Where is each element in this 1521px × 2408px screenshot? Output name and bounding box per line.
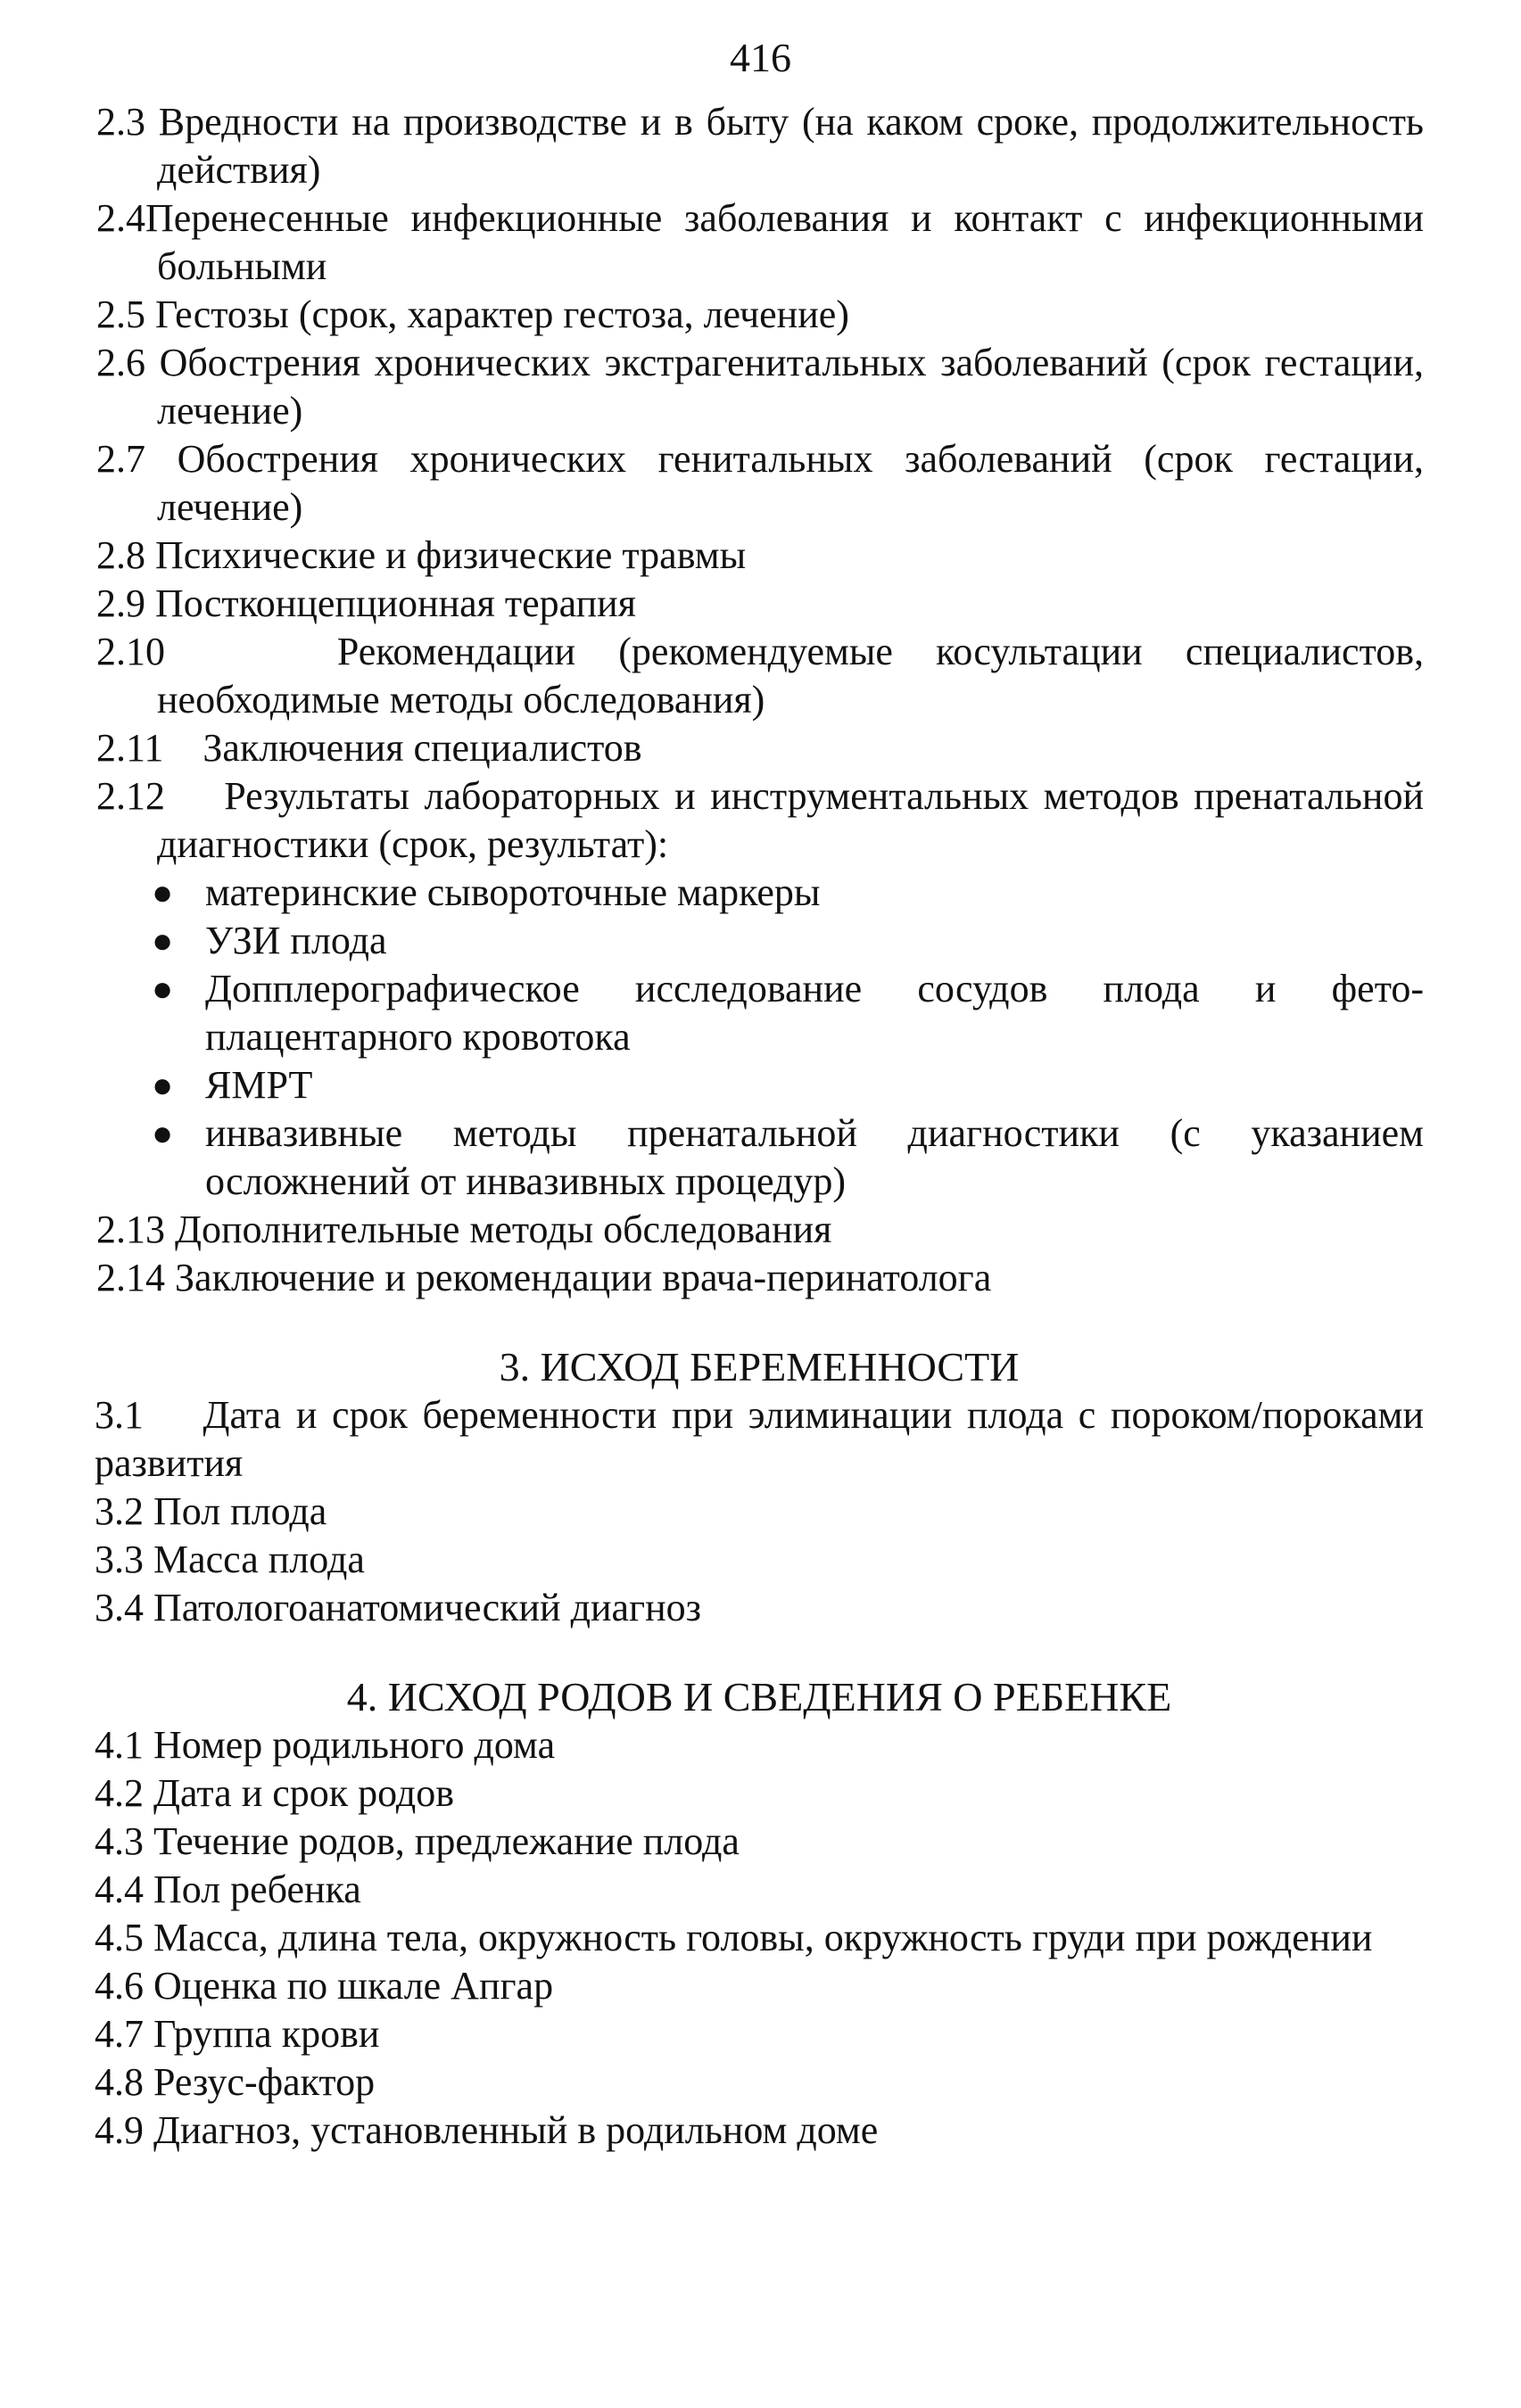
item-2-5 bbox=[96, 291, 1424, 339]
item-text: Оценка по шкале Апгар bbox=[153, 1964, 554, 2008]
item-text: Заключения специалистов bbox=[203, 726, 642, 770]
bullet-item bbox=[152, 1109, 1424, 1206]
item-number: 2.5 bbox=[96, 293, 145, 336]
item-number: 2.6 bbox=[96, 341, 145, 384]
page-number: 416 bbox=[730, 35, 791, 80]
item-3-1 bbox=[95, 1391, 1424, 1488]
item-number: 2.8 bbox=[96, 533, 145, 577]
bullet-text: материнские сывороточные маркеры bbox=[205, 870, 821, 914]
item-number: 4.6 bbox=[95, 1964, 144, 2008]
item-text: Резус-фактор bbox=[153, 2060, 376, 2104]
item-text: Перенесенные инфекционные заболевания и контакт с инфекционными больными bbox=[145, 196, 1424, 288]
bullet-list-prenatal-methods bbox=[96, 869, 1424, 1206]
item-number: 4.9 bbox=[95, 2108, 144, 2152]
item-2-4 bbox=[96, 194, 1424, 291]
bullet-icon: ● bbox=[152, 872, 174, 912]
item-number: 2.14 bbox=[96, 1256, 165, 1299]
bullet-icon: ● bbox=[152, 920, 174, 961]
item-text: Патологоанатомический диагноз bbox=[153, 1586, 702, 1629]
item-number: 4.7 bbox=[95, 2012, 144, 2056]
bullet-icon: ● bbox=[152, 1113, 174, 1153]
item-number: 3.4 bbox=[95, 1586, 144, 1629]
bullet-item bbox=[152, 869, 1424, 917]
item-2-6 bbox=[96, 339, 1424, 435]
item-number: 2.3 bbox=[96, 100, 145, 144]
item-4-6 bbox=[95, 1962, 1424, 2010]
section-3 bbox=[95, 1343, 1424, 1632]
item-2-7 bbox=[96, 435, 1424, 532]
bullet-item bbox=[152, 965, 1424, 1061]
item-number: 2.4 bbox=[96, 196, 145, 240]
item-2-13 bbox=[96, 1206, 1424, 1254]
section-4-title: 4. ИСХОД РОДОВ И СВЕДЕНИЯ О РЕБЕНКЕ bbox=[346, 1674, 1172, 1719]
item-number: 2.13 bbox=[96, 1208, 165, 1251]
item-3-3 bbox=[95, 1536, 1424, 1584]
section-3-title: 3. ИСХОД БЕРЕМЕННОСТИ bbox=[499, 1344, 1020, 1390]
item-number: 2.7 bbox=[96, 437, 145, 481]
item-text: Обострения хронических экстрагенитальных заболеваний (срок гестации, лечение) bbox=[157, 341, 1425, 433]
item-2-9 bbox=[96, 580, 1424, 628]
item-4-8 bbox=[95, 2058, 1424, 2107]
item-4-7 bbox=[95, 2010, 1424, 2058]
bullet-icon: ● bbox=[152, 969, 174, 1009]
item-4-2 bbox=[95, 1769, 1424, 1818]
item-text: Номер родильного дома bbox=[153, 1723, 556, 1767]
item-text: Дополнительные методы обследования bbox=[175, 1208, 832, 1251]
item-4-1 bbox=[95, 1721, 1424, 1769]
item-number: 2.10 bbox=[96, 630, 165, 673]
section-2-list bbox=[96, 98, 1424, 1302]
item-text: Результаты лабораторных и инструментальных методов пренатальной диагностики (срок, результат): bbox=[157, 774, 1424, 866]
item-number: 2.12 bbox=[96, 774, 165, 818]
item-4-9 bbox=[95, 2107, 1424, 2155]
item-2-10 bbox=[96, 628, 1424, 724]
item-number: 2.11 bbox=[96, 726, 164, 770]
item-text: Постконцепционная терапия bbox=[155, 581, 636, 625]
bullet-text: инвазивные методы пренатальной диагностики (с указанием осложнений от инвазивных процедур) bbox=[205, 1111, 1424, 1203]
item-text: Психические и физические травмы bbox=[155, 533, 747, 577]
item-text: Заключение и рекомендации врача-перинатолога bbox=[175, 1256, 992, 1299]
item-text: Вредности на производстве и в быту (на каком сроке, продолжительность действия) bbox=[157, 100, 1424, 192]
item-number: 3.3 bbox=[95, 1538, 144, 1581]
item-number: 4.2 bbox=[95, 1771, 144, 1815]
bullet-text: Допплерографическое исследование сосудов плода и фето-плацентарного кровотока bbox=[205, 967, 1424, 1059]
item-number: 4.8 bbox=[95, 2060, 144, 2104]
item-4-4 bbox=[95, 1866, 1424, 1914]
item-text: Пол ребенка bbox=[153, 1868, 361, 1911]
item-2-8 bbox=[96, 532, 1424, 580]
bullet-item bbox=[152, 917, 1424, 965]
item-text: Дата и срок родов bbox=[153, 1771, 455, 1815]
item-number: 3.1 bbox=[95, 1393, 144, 1437]
item-2-11 bbox=[96, 724, 1424, 772]
item-text: Масса плода bbox=[153, 1538, 365, 1581]
item-text: Масса, длина тела, окружность головы, окружность груди при рождении bbox=[153, 1916, 1373, 1959]
item-4-5 bbox=[95, 1914, 1424, 1962]
bullet-icon: ● bbox=[152, 1065, 174, 1105]
item-number: 3.2 bbox=[95, 1489, 144, 1533]
item-text: Гестозы (срок, характер гестоза, лечение) bbox=[155, 293, 849, 336]
page-content bbox=[96, 98, 1424, 2155]
item-text: Обострения хронических генитальных заболеваний (срок гестации, лечение) bbox=[157, 437, 1425, 529]
item-2-3 bbox=[96, 98, 1424, 194]
item-number: 4.3 bbox=[95, 1819, 144, 1863]
item-text: Дата и срок беременности при элиминации плода с пороком/пороками развития bbox=[95, 1393, 1424, 1485]
bullet-text: ЯМРТ bbox=[205, 1063, 313, 1107]
item-number: 4.4 bbox=[95, 1868, 144, 1911]
item-number: 4.5 bbox=[95, 1916, 144, 1959]
section-4 bbox=[95, 1673, 1424, 2155]
item-text: Пол плода bbox=[153, 1489, 327, 1533]
item-text: Рекомендации (рекомендуемые косультации специалистов, необходимые методы обследования) bbox=[157, 630, 1424, 722]
item-2-12 bbox=[96, 772, 1424, 869]
item-text: Течение родов, предлежание плода bbox=[153, 1819, 740, 1863]
item-3-4 bbox=[95, 1584, 1424, 1632]
item-2-14 bbox=[96, 1254, 1424, 1302]
bullet-text: УЗИ плода bbox=[205, 919, 387, 962]
item-4-3 bbox=[95, 1818, 1424, 1866]
item-number: 2.9 bbox=[96, 581, 145, 625]
item-number: 4.1 bbox=[95, 1723, 144, 1767]
item-text: Диагноз, установленный в родильном доме bbox=[153, 2108, 879, 2152]
bullet-item bbox=[152, 1061, 1424, 1109]
item-text: Группа крови bbox=[153, 2012, 380, 2056]
item-3-2 bbox=[95, 1488, 1424, 1536]
